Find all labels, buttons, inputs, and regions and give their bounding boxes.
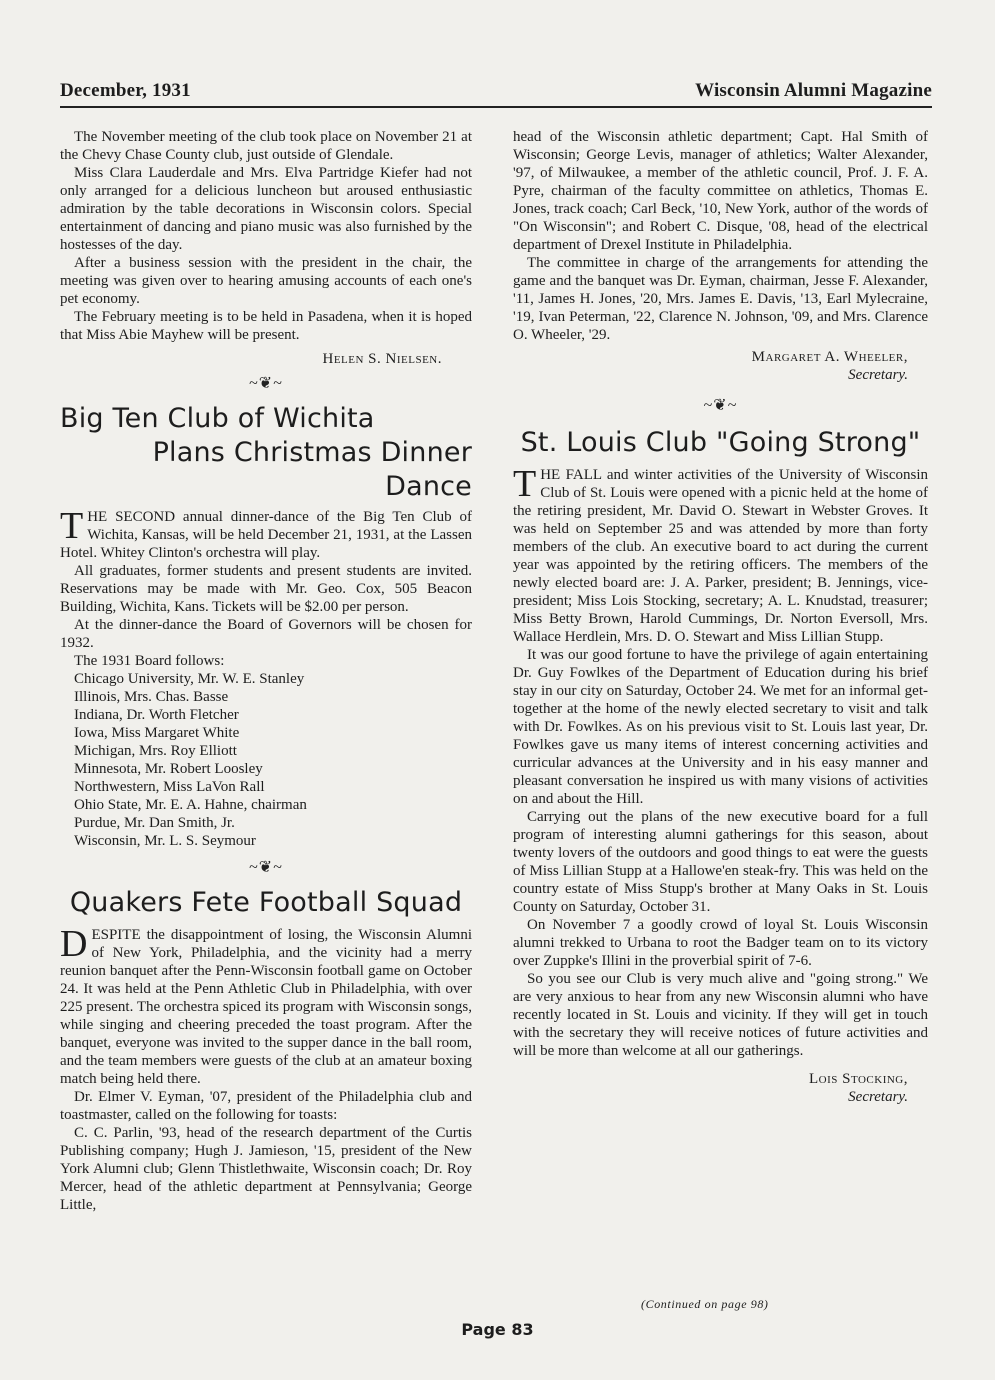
- right-column: [513, 128, 928, 1106]
- article-title-quakers: Quakers Fete Football Squad: [69, 887, 463, 918]
- list-item: Minnesota, Mr. Robert Loosley: [74, 761, 263, 777]
- paragraph: The February meeting is to be held in Pasadena, when it is hoped that Miss Abie Mayhew will be present.: [60, 309, 472, 343]
- paragraph: [60, 923, 472, 1088]
- paragraph: At the dinner-dance the Board of Governors will be chosen for 1932.: [60, 617, 472, 651]
- magazine-title: Wisconsin Alumni Magazine: [695, 80, 932, 101]
- ornament-divider: ~❦~: [703, 397, 738, 414]
- paragraph: Miss Clara Lauderdale and Mrs. Elva Partridge Kiefer had not only arranged for a delicious luncheon but aroused enthusiastic admiration by the table decorations in Wisconsin colors. Special entertainment of dancing and piano music was also furnished by the hostesses of the day.: [60, 165, 472, 253]
- paragraph-text: HE SECOND annual dinner-dance of the Big Ten Club of Wichita, Kansas, will be held December 21, 1931, at the Lassen Hotel. Whitey Clinton's orchestra will play.: [60, 509, 472, 561]
- paragraph: The committee in charge of the arrangements for attending the game and the banquet was Dr. Eyman, chairman, Jesse F. Alexander, '11, James H. Jones, '20, Mrs. James E. Davis, '13, Earl Mylecraine, '19, Ivan Peterman, '22, Clarence N. Johnson, '09, and Mrs. Clarence O. Wheeler, '29.: [513, 255, 928, 343]
- paragraph: [60, 505, 472, 562]
- continued-note: (Continued on page 98): [641, 1297, 769, 1311]
- signature-name: Lois Stocking,: [808, 1071, 908, 1087]
- paragraph: Dr. Elmer V. Eyman, '07, president of the Philadelphia club and toastmaster, called on the following for toasts:: [60, 1089, 472, 1123]
- signature-block: [513, 348, 928, 384]
- left-column: [60, 128, 472, 1214]
- paragraph: The November meeting of the club took place on November 21 at the Chevy Chase County club, just outside of Glendale.: [60, 129, 472, 163]
- title-line: Big Ten Club of Wichita: [60, 403, 375, 434]
- paragraph: It was our good fortune to have the privilege of again entertaining Dr. Guy Fowlkes of the Department of Education during his brief stay in our city on Saturday, October 24. We met for an informal get-together at the home of the newly elected secretary to visit and talk with Dr. Fowlkes. As on his previous visit to St. Louis last year, Dr. Fowlkes gave us many items of interest concerning activities and curricular advances at the University and in his easy manner and pleasant conversation he inspired us with many visions of activities on and about the Hill.: [513, 647, 928, 807]
- issue-date: December, 1931: [60, 80, 191, 101]
- paragraph: The 1931 Board follows:: [74, 653, 225, 669]
- paragraph: head of the Wisconsin athletic department; Capt. Hal Smith of Wisconsin; George Levis, manager of athletics; Walter Alexander, '97, of Milwaukee, a member of the athletic council, Prof. J. F. A. Pyre, chairman of the faculty committee on athletics, Thomas E. Jones, track coach; Carl Beck, '10, New York, author of the words of "On Wisconsin"; and Robert C. Disque, '08, head of the electrical department of Drexel Institute in Philadelphia.: [513, 129, 928, 253]
- drop-cap: T: [513, 463, 537, 505]
- paragraph: On November 7 a goodly crowd of loyal St. Louis Wisconsin alumni trekked to Urbana to root the Badger team on to its victory over Zuppke's Illini in the proverbial spirit of 7-6.: [513, 917, 928, 969]
- list-item: Iowa, Miss Margaret White: [74, 725, 240, 741]
- article-title-stlouis: St. Louis Club "Going Strong": [520, 427, 921, 458]
- paragraph: After a business session with the president in the chair, the meeting was given over to hearing amusing accounts of each one's pet economy.: [60, 255, 472, 307]
- signature-title: Secretary.: [848, 1089, 908, 1105]
- signature: Helen S. Nielsen.: [322, 351, 442, 367]
- drop-cap: T: [60, 505, 84, 547]
- paragraph-text: ESPITE the disappointment of losing, the Wisconsin Alumni of New York, Philadelphia, and the vicinity had a merry reunion banquet after the Penn-Wisconsin football game on October 24. It was held at the Penn Athletic Club in Philadelphia, with over 225 present. The orchestra spiced its program with Wisconsin songs, while singing and cheering preceded the toast program. After the banquet, everyone was invited to the supper dance in the ball room, and the team members were guests of the club at an amateur boxing match being held there.: [60, 927, 472, 1087]
- list-item: Michigan, Mrs. Roy Elliott: [74, 743, 237, 759]
- list-item: Illinois, Mrs. Chas. Basse: [74, 689, 229, 705]
- title-line: Plans Christmas Dinner Dance: [152, 437, 472, 502]
- list-item: Wisconsin, Mr. L. S. Seymour: [74, 833, 256, 849]
- board-list: [60, 670, 472, 850]
- paragraph: Carrying out the plans of the new executive board for a full program of interesting alumni gatherings for this season, about twenty lovers of the outdoors and good things to eat were the guests of Miss Lillian Stupp at a Hallowe'en steak-fry. This was held on the country estate of Miss Stupp's brother at Many Oaks in St. Louis County on Saturday, October 31.: [513, 809, 928, 915]
- paragraph: C. C. Parlin, '93, head of the research department of the Curtis Publishing company; Hugh J. Jamieson, '15, president of the New York Alumni club; Glenn Thistlethwaite, Wisconsin coach; Dr. Roy Mercer, head of the athletic department at Pennsylvania; George Little,: [60, 1125, 472, 1213]
- article-title-wichita: [60, 402, 472, 504]
- signature-title: Secretary.: [848, 367, 908, 383]
- drop-cap: D: [60, 923, 88, 965]
- list-item: Chicago University, Mr. W. E. Stanley: [74, 671, 305, 687]
- paragraph-text: HE FALL and winter activities of the University of Wisconsin Club of St. Louis were opened with a picnic held at the home of the retiring president, Mr. David O. Stewart in Webster Groves. It was held on September 25 and was attended by more than forty members of the club. An executive board to act during the current year was appointed by the retiring officers. The members of the newly elected board are: J. A. Parker, president; B. Jennings, vice-president; Miss Lois Stocking, secretary; A. L. Knudstad, treasurer; Miss Betty Brown, Harold Cummings, Dr. Norton Eversoll, Mrs. Wallace Herdlein, Mrs. D. O. Stewart and Miss Lillian Stupp.: [513, 467, 928, 645]
- ornament-divider: ~❦~: [249, 859, 283, 876]
- paragraph: [513, 463, 928, 646]
- list-item: Ohio State, Mr. E. A. Hahne, chairman: [74, 797, 307, 813]
- ornament-divider: ~❦~: [249, 375, 283, 392]
- paragraph: All graduates, former students and present students are invited. Reservations may be made with Mr. Geo. Cox, 505 Beacon Building, Wichita, Kans. Tickets will be $2.00 per person.: [60, 563, 472, 615]
- list-item: Northwestern, Miss LaVon Rall: [74, 779, 265, 795]
- signature-block: [513, 1070, 928, 1106]
- page-number: Page 83: [461, 1320, 534, 1339]
- page-header: [60, 78, 932, 108]
- list-item: Purdue, Mr. Dan Smith, Jr.: [74, 815, 235, 831]
- list-item: Indiana, Dr. Worth Fletcher: [74, 707, 239, 723]
- signature-name: Margaret A. Wheeler,: [751, 349, 908, 365]
- paragraph: So you see our Club is very much alive and "going strong." We are very anxious to hear from any new Wisconsin alumni who have recently located in St. Louis and vicinity. If they will get in touch with the secretary they will receive notices of future activities and will be more than welcome at all our gatherings.: [513, 971, 928, 1059]
